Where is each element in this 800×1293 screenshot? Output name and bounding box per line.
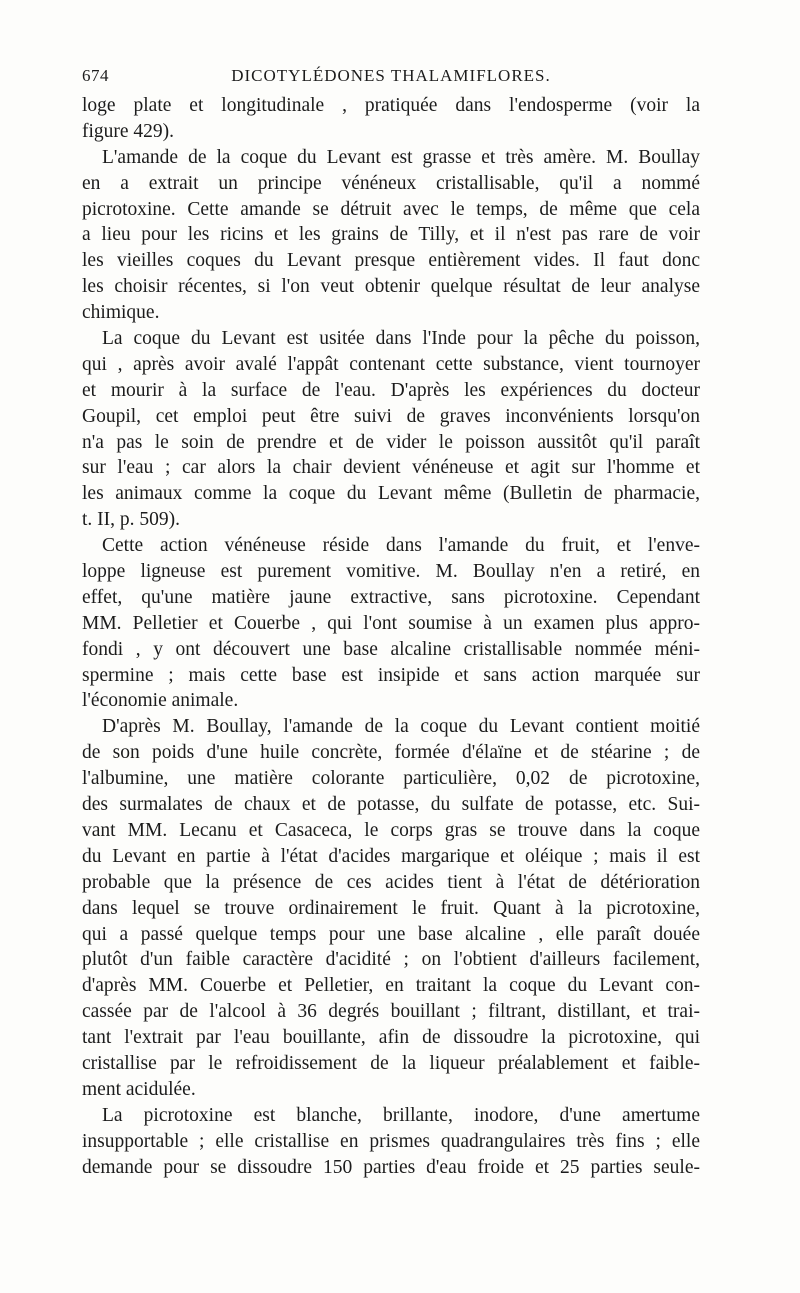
text-line: spermine ; mais cette base est insipide et sans action marquée sur: [82, 664, 700, 686]
text-line: picrotoxine. Cette amande se détruit avec le temps, de même que cela: [82, 198, 700, 220]
text-line: dans lequel se trouve ordinairement le fruit. Quant à la picrotoxine,: [82, 897, 700, 919]
body-text: [82, 93, 700, 1180]
text-line: tant l'extrait par l'eau bouillante, afin de dissoudre la picrotoxine, qui: [82, 1027, 700, 1049]
text-line: t. II, p. 509).: [82, 509, 181, 531]
text-line: demande pour se dissoudre 150 parties d'eau froide et 25 parties seule-: [82, 1156, 700, 1178]
text-line: La picrotoxine est blanche, brillante, inodore, d'une amertume: [102, 1104, 700, 1126]
text-line: L'amande de la coque du Levant est grasse et très amère. M. Boullay: [102, 146, 700, 168]
text-line: les vieilles coques du Levant presque entièrement vides. Il faut donc: [82, 250, 700, 272]
text-line: cassée par de l'alcool à 36 degrés bouillant ; filtrant, distillant, et trai-: [82, 1001, 700, 1023]
text-line: qui , après avoir avalé l'appât contenant cette substance, vient tournoyer: [82, 353, 700, 375]
text-line: vant MM. Lecanu et Casaceca, le corps gras se trouve dans la coque: [82, 819, 700, 841]
text-line: n'a pas le soin de prendre et de vider le poisson aussitôt qu'il paraît: [82, 431, 700, 453]
text-line: loppe ligneuse est purement vomitive. M. Boullay n'en a retiré, en: [82, 561, 700, 583]
text-line: Cette action vénéneuse réside dans l'amande du fruit, et l'enve-: [102, 535, 700, 557]
text-line: La coque du Levant est usitée dans l'Inde pour la pêche du poisson,: [102, 328, 700, 350]
text-line: figure 429).: [82, 120, 175, 142]
text-line: les animaux comme la coque du Levant même (Bulletin de pharmacie,: [82, 483, 700, 505]
text-line: plutôt d'un faible caractère d'acidité ; on l'obtient d'ailleurs facilement,: [82, 949, 700, 971]
text-line: d'après MM. Couerbe et Pelletier, en traitant la coque du Levant con-: [82, 975, 700, 997]
text-line: cristallise par le refroidissement de la liqueur préalablement et faible-: [82, 1052, 700, 1074]
text-line: du Levant en partie à l'état d'acides margarique et oléique ; mais il est: [82, 845, 700, 867]
text-line: MM. Pelletier et Couerbe , qui l'ont soumise à un examen plus appro-: [82, 612, 700, 634]
text-line: les choisir récentes, si l'on veut obtenir quelque résultat de leur analyse: [82, 276, 700, 298]
text-line: probable que la présence de ces acides tient à l'état de détérioration: [82, 871, 700, 893]
page-header: [82, 66, 700, 90]
page-number: 674: [82, 66, 109, 85]
text-line: sur l'eau ; car alors la chair devient vénéneuse et agit sur l'homme et: [82, 457, 700, 479]
text-line: qui a passé quelque temps pour une base alcaline , elle paraît douée: [82, 923, 700, 945]
text-line: et mourir à la surface de l'eau. D'après les expériences du docteur: [82, 379, 700, 401]
text-line: l'albumine, une matière colorante particulière, 0,02 de picrotoxine,: [82, 768, 700, 790]
text-line: en a extrait un principe vénéneux cristallisable, qu'il a nommé: [82, 172, 700, 194]
text-line: l'économie animale.: [82, 690, 239, 712]
text-line: effet, qu'une matière jaune extractive, sans picrotoxine. Cependant: [82, 586, 700, 608]
text-line: de son poids d'une huile concrète, formée d'élaïne et de stéarine ; de: [82, 742, 700, 764]
text-line: chimique.: [82, 302, 160, 324]
text-line: des surmalates de chaux et de potasse, du sulfate de potasse, etc. Sui-: [82, 794, 700, 816]
text-line: Goupil, cet emploi peut être suivi de graves inconvénients lorsqu'on: [82, 405, 700, 427]
text-line: fondi , y ont découvert une base alcaline cristallisable nommée méni-: [82, 638, 700, 660]
text-line: loge plate et longitudinale , pratiquée dans l'endosperme (voir la: [82, 95, 700, 116]
text-line: ment acidulée.: [82, 1078, 196, 1100]
text-line: insupportable ; elle cristallise en prismes quadrangulaires très fins ; elle: [82, 1130, 700, 1152]
running-title: DICOTYLÉDONES THALAMIFLORES.: [231, 66, 551, 85]
text-line: a lieu pour les ricins et les grains de Tilly, et il n'est pas rare de voir: [82, 224, 700, 246]
text-line: D'après M. Boullay, l'amande de la coque du Levant contient moitié: [102, 716, 700, 738]
